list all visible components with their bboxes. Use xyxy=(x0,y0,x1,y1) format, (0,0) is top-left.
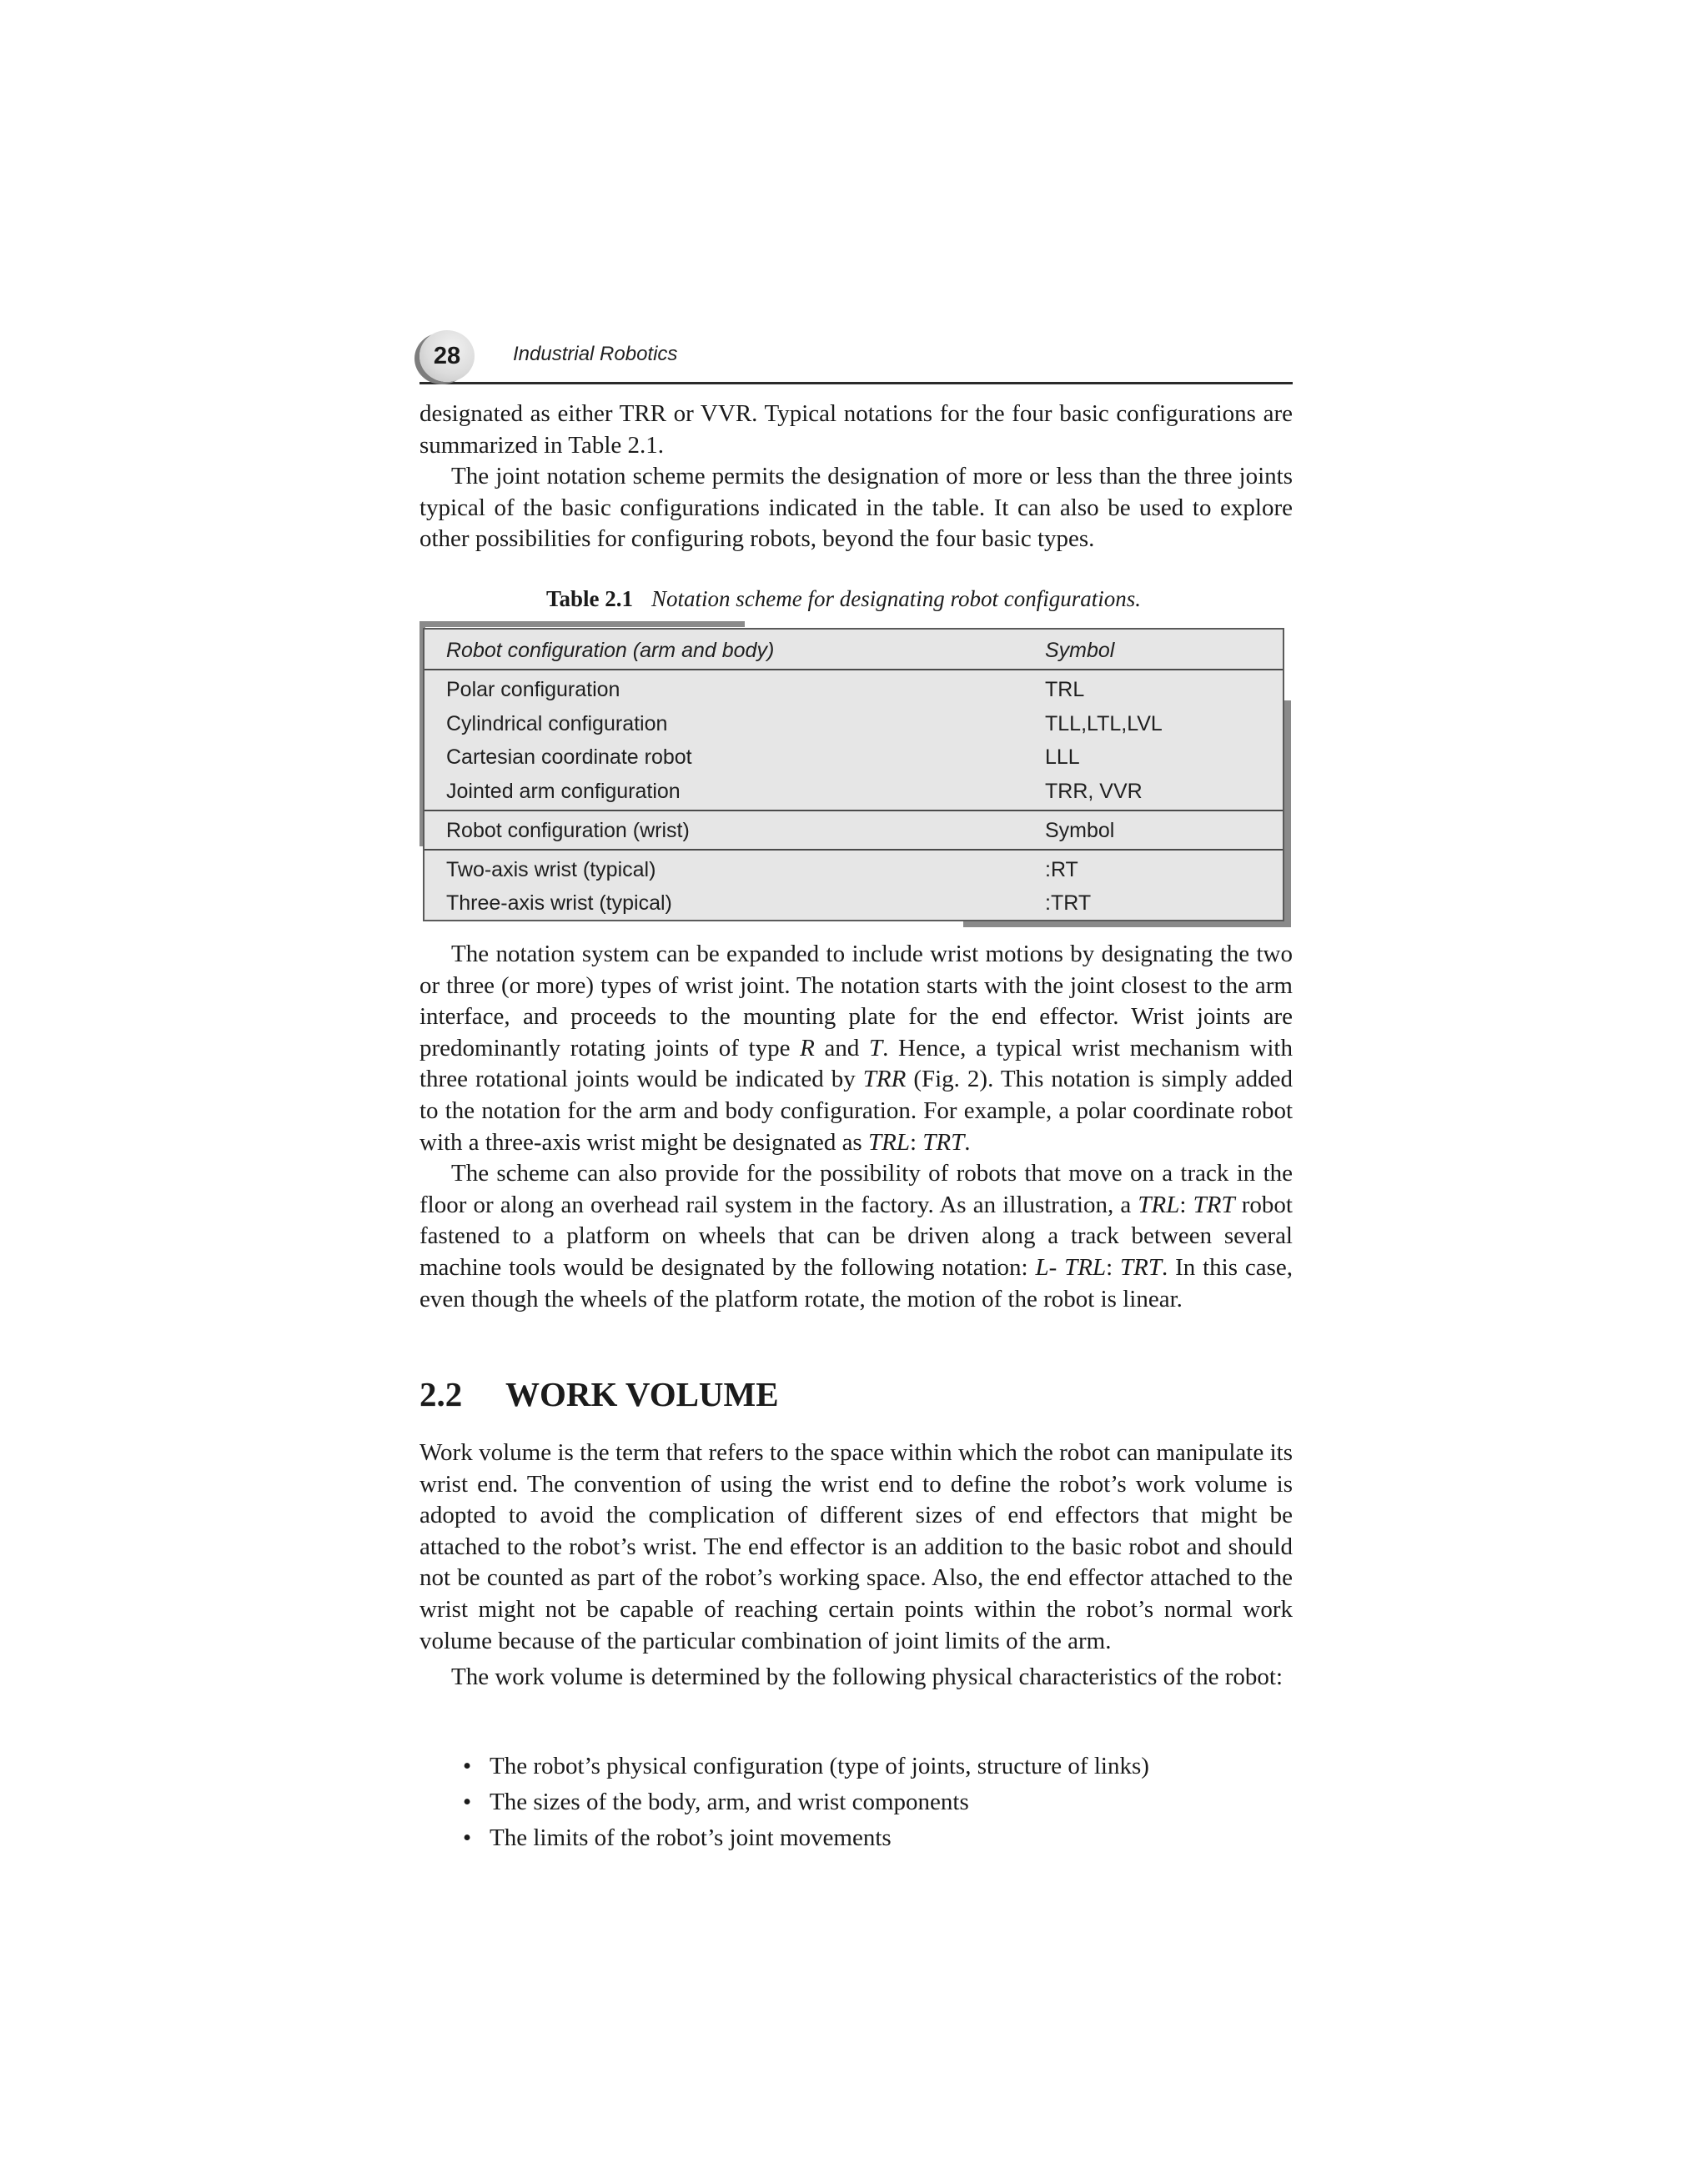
book-title: Industrial Robotics xyxy=(513,343,678,365)
notation-table xyxy=(423,628,1284,921)
paragraph-3-text-a: The notation system can be expanded to include wrist motions by designating the two or three (or more) types of wrist joint. The notation starts with the joint closest to the arm interface, and proceeds to the mounting plate for the end effector. Wrist joints are predominantly rotating joints of type xyxy=(419,941,1293,1061)
paragraph-1: designated as either TRR or VVR. Typical notations for the four basic configurations are summarized in Table 2.1. xyxy=(419,400,1293,459)
notation-l-trl: L- TRL xyxy=(1035,1253,1107,1281)
table-shadow-bottom xyxy=(963,921,1291,927)
paragraph-4 xyxy=(419,1158,1293,1315)
table-cell-configuration: Cartesian coordinate robot xyxy=(446,745,692,769)
notation-trr: TRR xyxy=(862,1066,907,1093)
table-caption xyxy=(546,586,1297,612)
table-cell-symbol: TLL,LTL,LVL xyxy=(1045,712,1163,735)
table-header-symbol: Symbol xyxy=(1045,639,1115,662)
list-item xyxy=(463,1784,1293,1820)
table-header-wrist-configuration: Robot configuration (wrist) xyxy=(446,819,690,842)
table-shadow-right xyxy=(1284,700,1291,927)
notation-trl: TRL xyxy=(1138,1191,1180,1218)
table-row xyxy=(424,886,1283,920)
table-cell-symbol: :TRT xyxy=(1045,891,1092,915)
table-header-arm xyxy=(424,634,1283,667)
table-header-configuration: Robot configuration (arm and body) xyxy=(446,639,775,662)
table-cell-symbol: LLL xyxy=(1045,745,1080,769)
paragraph-3-end: . xyxy=(964,1128,971,1156)
paragraph-2: The joint notation scheme permits the designation of more or less than the three joints typical of the basic configurations indicated in the table. It can also be used to explore other possibilities for configuring robots, beyond the four basic types. xyxy=(419,463,1293,553)
paragraph-3-text-c: . Hence, a typical wrist mechanism with three rotational joints would be indicated by xyxy=(419,1034,1293,1093)
bullet-icon: • xyxy=(463,1789,472,1815)
table-cell-configuration: Cylindrical configuration xyxy=(446,712,668,735)
list-item xyxy=(463,1820,1293,1856)
table-rule xyxy=(424,810,1283,811)
table-caption-label: Table 2.1 xyxy=(546,586,634,611)
characteristics-list xyxy=(463,1749,1293,1856)
notation-trl: TRL xyxy=(867,1128,910,1156)
table-row xyxy=(424,707,1283,740)
table-cell-configuration: Three-axis wrist (typical) xyxy=(446,891,672,915)
joint-type-r: R xyxy=(800,1034,815,1061)
table-shadow-top xyxy=(419,621,745,627)
bullet-icon: • xyxy=(463,1753,472,1779)
work-volume-text xyxy=(419,1438,1293,1694)
paragraph-5: Work volume is the term that refers to the space within which the robot can manipulate its wrist end. The convention of using the wrist end to define the robot’s work volume is adopted to avoid the complication of different sizes of end effectors that might be attached to the robot’s wrist. The end effector is an addition to the basic robot and should not be counted as part of the robot’s working space. Also, the end effector attached to the wrist might not be capable of reaching certain points within the robot’s normal work volume because of the particular combination of joint limits of the arm. xyxy=(419,1439,1293,1654)
table-row xyxy=(424,775,1283,808)
table-rule xyxy=(424,669,1283,670)
paragraph-4-text-c: . In this case, even though the wheels of the platform rotate, the motion of the robot is linear. xyxy=(419,1253,1293,1312)
notation-trt: TRT xyxy=(1193,1191,1235,1218)
section-heading xyxy=(419,1374,1293,1414)
bullet-icon: • xyxy=(463,1824,472,1851)
table-cell-configuration: Jointed arm configuration xyxy=(446,780,681,803)
notation-colon: : xyxy=(1106,1253,1120,1281)
table-row xyxy=(424,853,1283,886)
notation-colon: : xyxy=(909,1128,923,1156)
paragraph-4-text-b: robot fastened to a platform on wheels that can be driven along a track between several machine tools would be designated by the following notation: xyxy=(419,1191,1293,1281)
paragraph-3 xyxy=(419,939,1293,1158)
joint-type-t: T xyxy=(869,1034,883,1061)
table-cell-configuration: Two-axis wrist (typical) xyxy=(446,858,656,881)
table-row xyxy=(424,673,1283,706)
table-row xyxy=(424,740,1283,774)
list-item-text: The robot’s physical configuration (type of joints, structure of links) xyxy=(490,1753,1149,1779)
table-caption-text: Notation scheme for designating robot configurations. xyxy=(651,586,1142,611)
paragraph-3-text-b: and xyxy=(814,1034,869,1061)
table-header-wrist-symbol: Symbol xyxy=(1045,819,1115,842)
notation-trt: TRT xyxy=(1120,1253,1162,1281)
intro-text xyxy=(419,399,1293,555)
table-rule xyxy=(424,849,1283,851)
paragraph-6: The work volume is determined by the following physical characteristics of the robot: xyxy=(451,1664,1284,1691)
list-item xyxy=(463,1749,1293,1784)
table-cell-configuration: Polar configuration xyxy=(446,678,620,701)
section-number: 2.2 xyxy=(419,1375,463,1413)
table-cell-symbol: TRR, VVR xyxy=(1045,780,1143,803)
paragraph-3-text-d: (Fig. 2). This notation is simply added to the notation for the arm and body configuration. For example, a polar coordinate robot with a three-axis wrist might be designated as xyxy=(419,1066,1294,1156)
notation-trt: TRT xyxy=(922,1128,965,1156)
table-cell-symbol: TRL xyxy=(1045,678,1085,701)
list-item-text: The limits of the robot’s joint movements xyxy=(490,1824,892,1851)
section-title: WORK VOLUME xyxy=(505,1375,779,1413)
table-header-wrist xyxy=(424,814,1283,847)
running-header xyxy=(419,330,1293,384)
table-cell-symbol: :RT xyxy=(1045,858,1078,881)
paragraph-4-text-a: The scheme can also provide for the possibility of robots that move on a track in the floor or along an overhead rail system in the factory. As an illustration, a xyxy=(419,1160,1293,1218)
list-item-text: The sizes of the body, arm, and wrist components xyxy=(490,1789,969,1815)
notation-colon: : xyxy=(1179,1191,1193,1218)
wrist-notation-text xyxy=(419,939,1293,1315)
page-number-badge: 28 xyxy=(419,330,475,382)
